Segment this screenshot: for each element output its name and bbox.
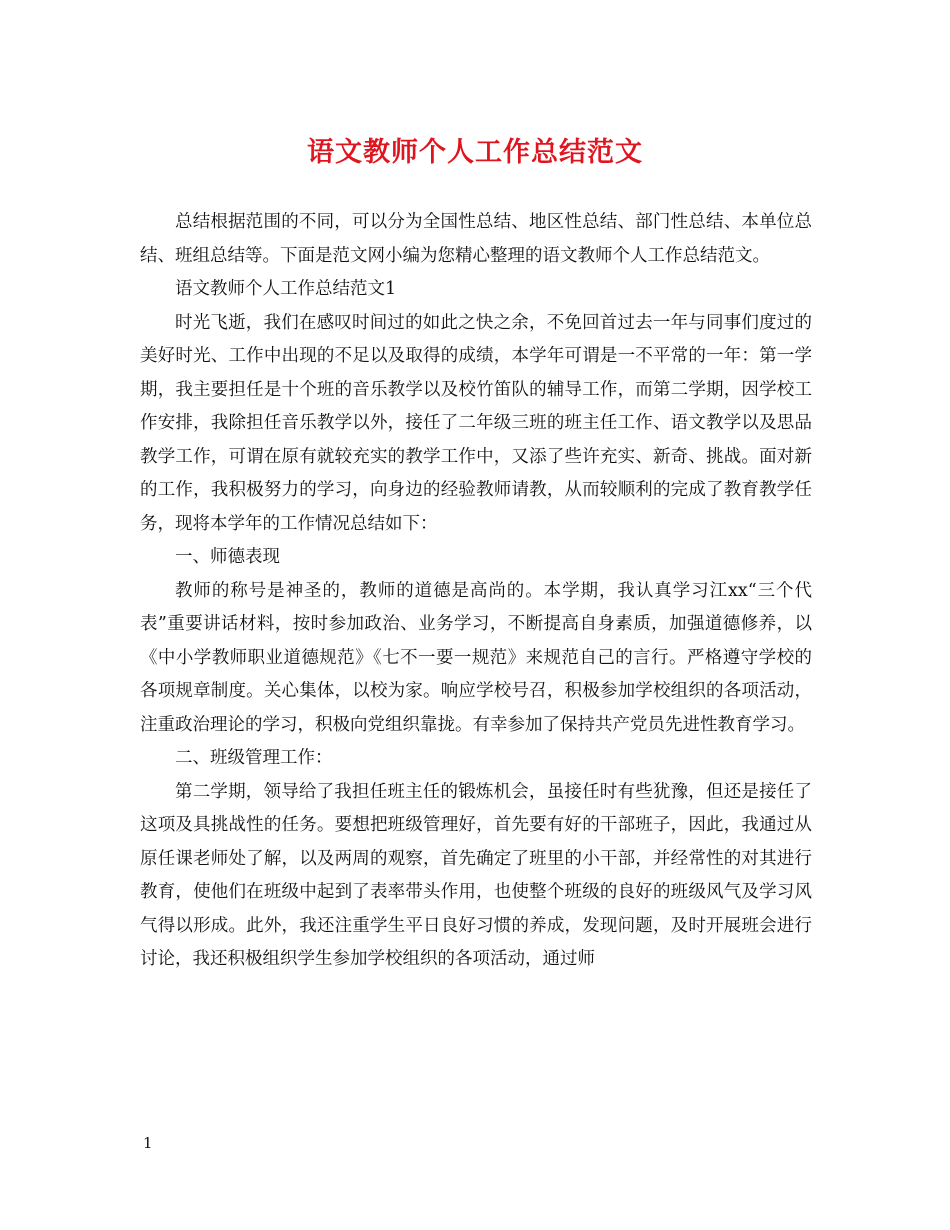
body-paragraph: 教师的称号是神圣的，教师的道德是高尚的。本学期，我认真学习江xx“三个代表”重要讲话材料，按时参加政治、业务学习，不断提高自身素质，加强道德修养，以《中小学教师职业道德规范》《七不一要一规范》来规范自己的言行。严格遵守学校的各项规章制度。关心集体，以校为家。响应学校号召，积极参加学校组织的各项活动，注重政治理论的学习，积极向党组织靠拢。有幸参加了保持共产党员先进性教育学习。 (140, 580, 812, 735)
section-heading-sample-1: 语文教师个人工作总结范文1 (175, 279, 397, 299)
intro-paragraph: 总结根据范围的不同，可以分为全国性总结、地区性总结、部门性总结、本单位总结、班组总结等。下面是范文网小编为您精心整理的语文教师个人工作总结范文。 (140, 212, 812, 266)
section-heading-ethics: 一、师德表现 (175, 547, 280, 567)
document-body (140, 206, 812, 977)
document-title: 语文教师个人工作总结范文 (307, 137, 643, 168)
body-paragraph: 第二学期，领导给了我担任班主任的锻炼机会，虽接任时有些犹豫，但还是接任了这项及具挑战性的任务。要想把班级管理好，首先要有好的干部班子，因此，我通过从原任课老师处了解，以及两周的观察，首先确定了班里的小干部，并经常性的对其进行教育，使他们在班级中起到了表率带头作用，也使整个班级的良好的班级风气及学习风气得以形成。此外，我还注重学生平日良好习惯的养成，发现问题，及时开展班会进行讨论，我还积极组织学生参加学校组织的各项活动，通过师 (140, 781, 812, 969)
body-paragraph: 时光飞逝，我们在感叹时间过的如此之快之余，不免回首过去一年与同事们度过的美好时光、工作中出现的不足以及取得的成绩，本学年可谓是一不平常的一年：第一学期，我主要担任是十个班的音乐教学以及校竹笛队的辅导工作，而第二学期，因学校工作安排，我除担任音乐教学以外，接任了二年级三班的班主任工作、语文教学以及思品教学工作，可谓在原有就较充实的教学工作中，又添了些许充实、新奇、挑战。面对新的工作，我积极努力的学习，向身边的经验教师请教，从而较顺利的完成了教育教学任务，现将本学年的工作情况总结如下： (140, 312, 812, 534)
page-number: 1 (143, 1134, 153, 1152)
section-heading-class-management: 二、班级管理工作： (175, 748, 333, 768)
